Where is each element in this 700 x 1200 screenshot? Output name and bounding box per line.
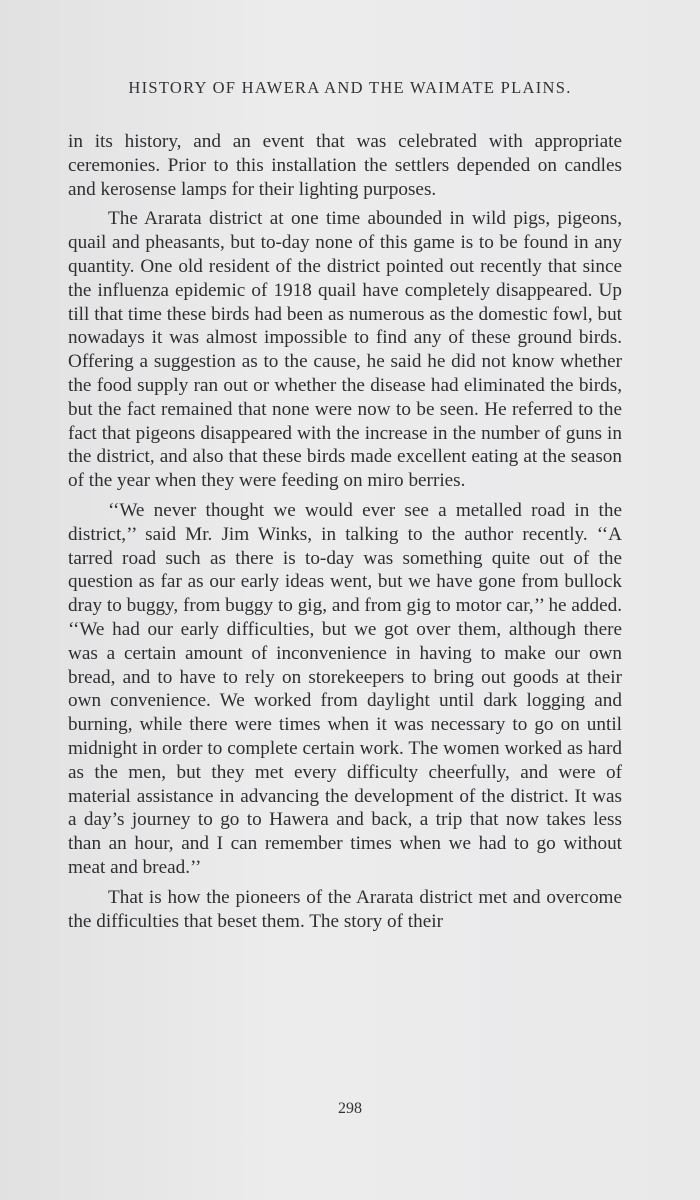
paragraph-continued: in its history, and an event that was celebrated with appropriate ceremonies. Prior to this installation the settlers depended on candles and kerosense lamps for their lighting purposes. <box>68 131 622 200</box>
paragraph-pioneers: That is how the pioneers of the Ararata district met and overcome the difficulties that beset them. The story of their <box>68 886 622 932</box>
paragraph-winks-quote: ‘‘We never thought we would ever see a metalled road in the district,’’ said Mr. Jim Winks, in talking to the author recently. ‘‘A tarred road such as there is to-day was something quite out of the question as far as our early ideas went, but we have gone from bullock dray to buggy, from buggy to gig, and from gig to motor car,’’ he added. ‘‘We had our early difficulties, but we got over them, although there was a certain amount of inconvenience in having to make our own bread, and to have to rely on storekeepers to bring out goods at their own convenience. We worked from daylight until dark logging and burning, while there were times when it was necessary to go on until midnight in order to complete certain work. The women worked as hard as the men, but they met every difficulty cheerfully, and were of material assistance in advancing the development of the district. It was a day’s journey to go to Hawera and back, a trip that now takes less than an hour, and I can remember times when we had to go without meat and bread.’’ <box>68 499 622 878</box>
body-text <box>68 130 622 939</box>
paragraph-ararata-game: The Ararata district at one time abounded in wild pigs, pigeons, quail and pheasants, but to-day none of this game is to be found in any quantity. One old resident of the district pointed out recently that since the influenza epidemic of 1918 quail have completely disappeared. Up till that time these birds had been as numerous as the domestic fowl, but nowadays it was almost impossible to find any of these ground birds. Offering a suggestion as to the cause, he said he did not know whether the food supply ran out or whether the disease had eliminated the birds, but the fact remained that none were now to be seen. He referred to the fact that pigeons disappeared with the increase in the number of guns in the district, and also that these birds made excellent eating at the season of the year when they were feeding on miro berries. <box>68 208 622 492</box>
running-header: HISTORY OF HAWERA AND THE WAIMATE PLAINS. <box>128 78 572 97</box>
page-number: 298 <box>338 1100 362 1117</box>
